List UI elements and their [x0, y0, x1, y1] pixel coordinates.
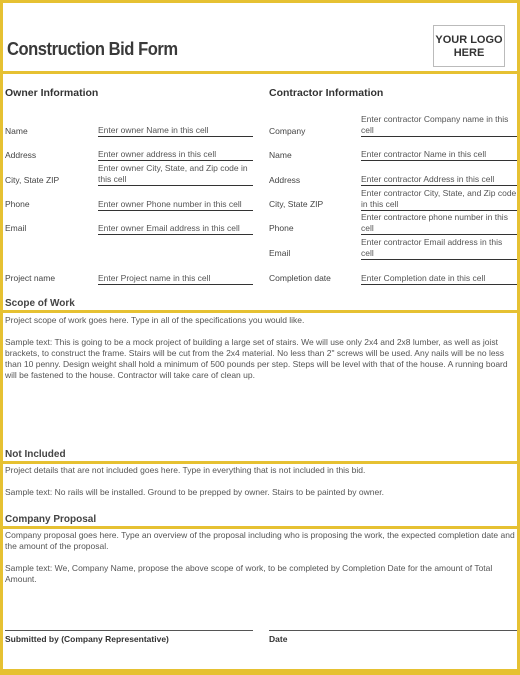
scope-heading: Scope of Work — [5, 298, 75, 309]
owner-email-label: Email — [5, 223, 27, 233]
contractor-city-field[interactable] — [361, 187, 517, 211]
owner-city-field[interactable] — [98, 162, 253, 186]
owner-name-label: Name — [5, 126, 28, 136]
not-included-divider — [3, 461, 517, 464]
contractor-email-value: Enter contractor Email address in this cell — [361, 237, 503, 258]
owner-name-field[interactable] — [98, 121, 253, 137]
contractor-address-value: Enter contractor Address in this cell — [361, 173, 495, 184]
contractor-name-label: Name — [269, 150, 292, 160]
contractor-company-field[interactable] — [361, 113, 517, 137]
proposal-divider — [3, 526, 517, 529]
scope-sample[interactable]: Sample text: This is going to be a mock project of building a large set of stairs. We will use only 2x4 and 2x8 lumber, as well as joist brackets, to construct the frame. Stairs will be cut from the 2x4 material. No less than 2" screws will be used. Any nails will be no less than 10 penny. Design weight shall hold a minimum of 500 pounds per step. Steps will be level with that of the house. A running board will be fastened to the house. Contractor will take care of clean up. — [5, 337, 508, 380]
project-name-value: Enter Project name in this cell — [98, 272, 211, 283]
logo-placeholder — [433, 25, 505, 67]
proposal-sample[interactable]: Sample text: We, Company Name, propose the above scope of work, to be completed by Completion Date for the amount of Total Amount. — [5, 563, 493, 584]
contractor-phone-field[interactable] — [361, 211, 517, 235]
owner-email-field[interactable] — [98, 211, 253, 235]
proposal-heading: Company Proposal — [5, 514, 97, 525]
owner-city-value: Enter owner City, State, and Zip code in this cell — [98, 163, 248, 184]
not-included-sample[interactable]: Sample text: No rails will be installed. Ground to be prepped by owner. Stairs to be painted by owner. — [5, 487, 384, 497]
contractor-phone-label: Phone — [269, 223, 294, 233]
owner-name-value: Enter owner Name in this cell — [98, 124, 209, 135]
owner-heading: Owner Information — [5, 87, 99, 99]
logo-line-2: HERE — [453, 47, 485, 59]
logo-line-1: YOUR LOGO — [435, 34, 503, 46]
contractor-address-label: Address — [269, 175, 301, 185]
contractor-address-field[interactable] — [361, 170, 517, 186]
proposal-line[interactable]: Company proposal goes here. Type an overview of the proposal including who is proposing the work, the expected completion date and the amount of the proposal. — [5, 530, 515, 551]
project-name-label: Project name — [5, 273, 56, 283]
submitted-by-line[interactable] — [5, 630, 253, 631]
owner-phone-label: Phone — [5, 199, 30, 209]
bid-form — [3, 3, 517, 672]
contractor-phone-value: Enter contractore phone number in this cell — [361, 212, 508, 233]
contractor-name-field[interactable] — [361, 145, 517, 161]
footer-divider — [3, 669, 517, 672]
owner-address-value: Enter owner address in this cell — [98, 148, 217, 159]
completion-date-label: Completion date — [269, 273, 331, 283]
owner-phone-field[interactable] — [98, 187, 253, 211]
completion-date-value: Enter Completion date in this cell — [361, 272, 486, 283]
date-label: Date — [269, 634, 288, 644]
not-included-line[interactable]: Project details that are not included goes here. Type in everything that is not included in this bid. — [5, 465, 366, 475]
contractor-city-value: Enter contractor City, State, and Zip code in this cell — [361, 188, 517, 209]
contractor-email-field[interactable] — [361, 236, 517, 260]
owner-email-value: Enter owner Email address in this cell — [98, 222, 240, 233]
contractor-company-value: Enter contractor Company name in this cell — [361, 114, 509, 135]
contractor-company-label: Company — [269, 126, 306, 136]
contractor-name-value: Enter contractor Name in this cell — [361, 148, 487, 159]
owner-phone-value: Enter owner Phone number in this cell — [98, 198, 242, 209]
date-line[interactable] — [269, 630, 517, 631]
scope-divider — [3, 310, 517, 313]
not-included-heading: Not Included — [5, 449, 66, 460]
contractor-heading: Contractor Information — [269, 87, 384, 99]
page-title: Construction Bid Form — [7, 39, 178, 59]
completion-date-field[interactable] — [361, 269, 517, 285]
owner-city-label: City, State ZIP — [5, 175, 60, 185]
scope-line[interactable]: Project scope of work goes here. Type in all of the specifications you would like. — [5, 315, 305, 325]
contractor-email-label: Email — [269, 248, 291, 258]
header-divider — [3, 71, 517, 74]
owner-address-field[interactable] — [98, 145, 253, 161]
contractor-city-label: City, State ZIP — [269, 199, 324, 209]
owner-address-label: Address — [5, 150, 37, 160]
submitted-by-label: Submitted by (Company Representative) — [5, 634, 169, 644]
project-name-field[interactable] — [98, 269, 253, 285]
